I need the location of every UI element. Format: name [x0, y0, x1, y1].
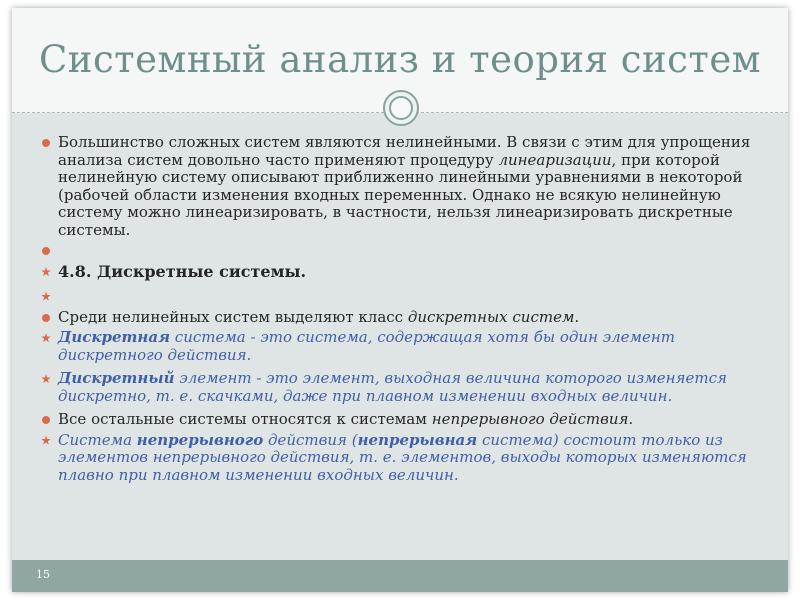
slide-body	[40, 134, 770, 487]
star-bullet-icon	[41, 292, 51, 302]
star-bullet-icon	[41, 333, 51, 343]
term-discrete-systems: дискретных систем	[407, 307, 575, 326]
definition-discrete-element	[40, 370, 770, 405]
text: Система	[58, 430, 137, 449]
text: система) состоит только из элементов непрерывного действия, т. е. элементов, выходы которых изменяются плавно при плавном изменении входных величин.	[58, 430, 747, 484]
term-linearization: линеаризации	[498, 150, 612, 169]
bullet-icon	[42, 314, 50, 322]
term-continuous-action: непрерывного действия	[431, 410, 629, 428]
bullet-paragraph-linearization	[40, 134, 770, 239]
term-continuous-system: непрерывная	[357, 430, 478, 449]
text: элемент - это элемент, выходная величина которого изменяется дискретно, т. е. скачками, даже при плавном изменении входных величин.	[58, 369, 727, 405]
text: Большинство сложных систем являются нелинейными. В связи с этим для упрощения анализа систем довольно часто применяют процедуру	[58, 133, 751, 169]
text: .	[628, 410, 634, 428]
bullet-paragraph-discrete-class	[40, 309, 770, 327]
circle-ornament-icon	[383, 90, 419, 126]
section-heading: 4.8. Дискретные системы.	[58, 262, 307, 281]
text: действия (	[263, 430, 358, 449]
slide-title: Системный анализ и теория систем	[38, 38, 762, 81]
empty-bullet	[40, 242, 770, 259]
text: Все остальные системы относятся к системам	[58, 410, 432, 428]
text: система - это система, содержащая хотя бы один элемент дискретного действия.	[58, 328, 675, 364]
bullet-icon	[42, 139, 50, 147]
text: , при которой нелинейную систему описывают приближенно линейными уравнениями в некоторой (рабочей области изменения входных переменных. Однако не всякую нелинейную систему можно линеаризировать, в частности, нельзя линеаризировать дискретные системы.	[58, 150, 743, 239]
empty-bullet	[40, 288, 770, 305]
bullet-icon	[42, 416, 50, 424]
term-continuous: непрерывного	[136, 430, 264, 449]
definition-discrete-system	[40, 329, 770, 364]
definition-continuous-system	[40, 432, 770, 485]
term-discrete-element: Дискретный	[58, 369, 175, 387]
bullet-icon	[42, 247, 50, 255]
star-bullet-icon	[41, 267, 51, 277]
footer-bar	[12, 560, 788, 592]
star-bullet-icon	[41, 436, 51, 446]
bullet-paragraph-continuous	[40, 411, 770, 429]
star-bullet-icon	[41, 374, 51, 384]
text: Среди нелинейных систем выделяют класс	[58, 307, 408, 326]
slide	[12, 8, 788, 592]
section-heading-item	[40, 263, 770, 282]
page-number: 15	[36, 568, 50, 581]
text: .	[574, 307, 580, 326]
term-discrete: Дискретная	[58, 328, 171, 346]
